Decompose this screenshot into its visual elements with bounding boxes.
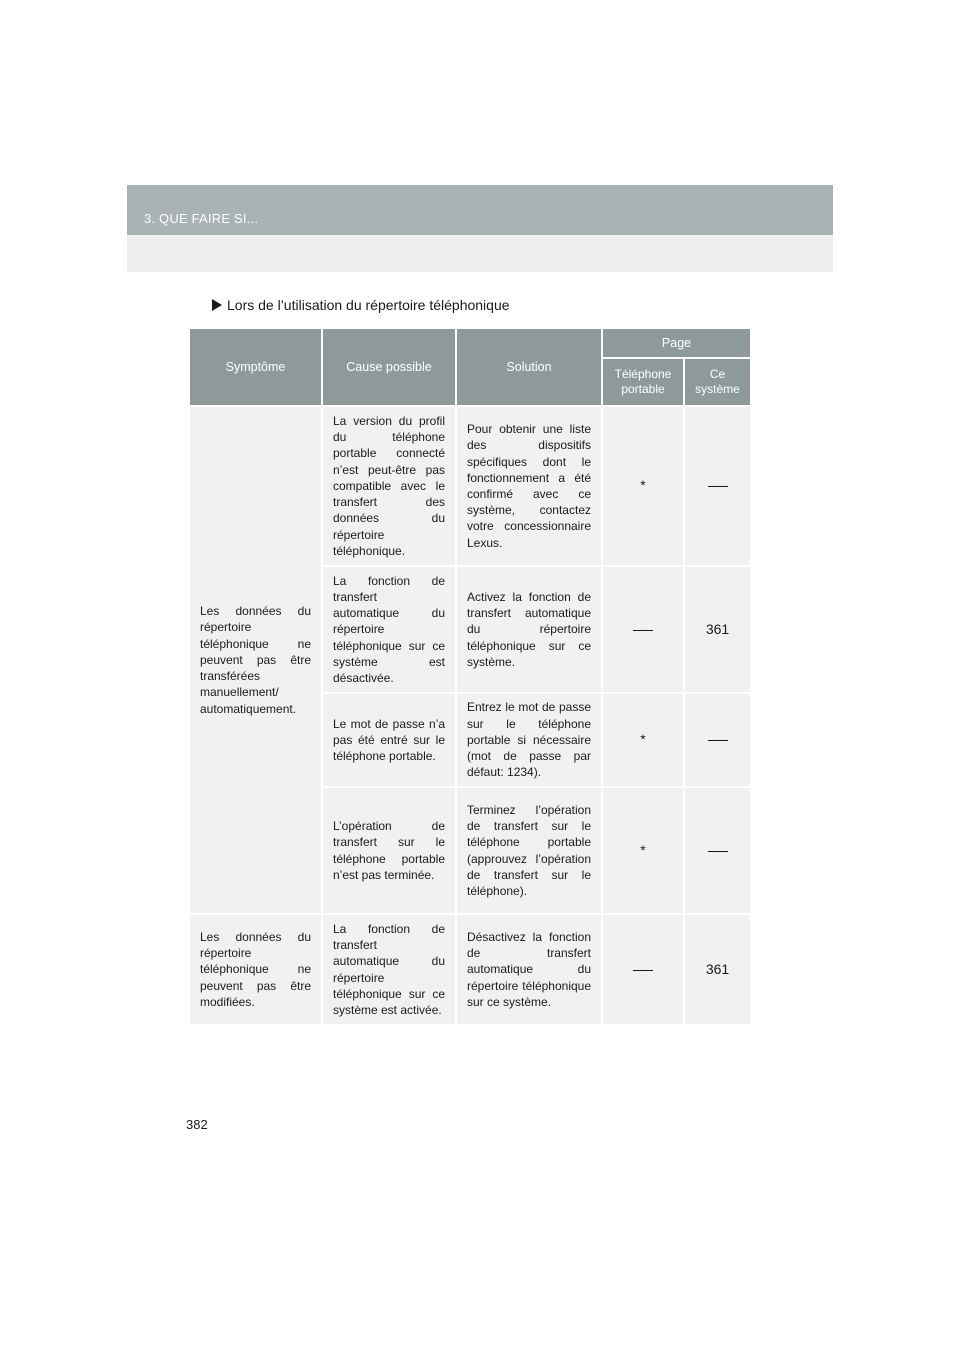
asterisk-mark: * bbox=[640, 841, 646, 858]
dash-mark bbox=[708, 486, 728, 487]
phone-page-cell bbox=[602, 914, 684, 1025]
phone-page-cell bbox=[602, 693, 684, 787]
table-row bbox=[189, 406, 751, 566]
system-page-cell bbox=[684, 406, 751, 566]
troubleshooting-table bbox=[188, 327, 752, 1026]
solution-cell: Entrez le mot de passe sur le téléphone portable si nécessaire (mot de passe par défaut: 1234). bbox=[456, 693, 602, 787]
col-header-system: Ce système bbox=[684, 358, 751, 406]
cause-cell: Le mot de passe n’a pas été entré sur le téléphone portable. bbox=[322, 693, 456, 787]
cause-cell: La fonction de transfert automatique du répertoire téléphonique sur ce système est activée. bbox=[322, 914, 456, 1025]
solution-cell: Pour obtenir une liste des dispositifs spécifiques dont le fonctionnement a été confirmé avec ce système, contactez votre concessionnaire Lexus. bbox=[456, 406, 602, 566]
cause-cell: La version du profil du téléphone portable connecté n’est peut-être pas compatible avec le transfert des données du répertoire téléphonique. bbox=[322, 406, 456, 566]
phone-page-cell bbox=[602, 406, 684, 566]
asterisk-mark: * bbox=[640, 731, 646, 748]
cause-cell: La fonction de transfert automatique du répertoire téléphonique sur ce système est désactivée. bbox=[322, 566, 456, 693]
chapter-title: 3. QUE FAIRE SI... bbox=[144, 211, 259, 226]
phone-page-cell bbox=[602, 787, 684, 914]
dash-mark bbox=[633, 970, 653, 971]
triangle-bullet-icon bbox=[212, 299, 222, 311]
symptom-cell: Les données du répertoire téléphonique ne peuvent pas être modifiées. bbox=[189, 914, 322, 1025]
system-page-cell: 361 bbox=[684, 566, 751, 693]
col-header-cause: Cause possible bbox=[322, 328, 456, 406]
col-header-page: Page bbox=[602, 328, 751, 358]
dash-mark bbox=[708, 851, 728, 852]
system-page-cell bbox=[684, 693, 751, 787]
col-header-symptom: Symptôme bbox=[189, 328, 322, 406]
section-heading bbox=[212, 297, 510, 313]
symptom-cell: Les données du répertoire téléphonique ne peuvent pas être transférées manuellement/ automatiquement. bbox=[189, 406, 322, 914]
dash-mark bbox=[708, 740, 728, 741]
phone-page-cell bbox=[602, 566, 684, 693]
solution-cell: Désactivez la fonction de transfert automatique du répertoire téléphonique sur ce système. bbox=[456, 914, 602, 1025]
col-header-phone: Téléphone portable bbox=[602, 358, 684, 406]
system-page-cell: 361 bbox=[684, 914, 751, 1025]
chapter-header-band bbox=[127, 185, 833, 235]
dash-mark bbox=[633, 630, 653, 631]
cause-cell: L’opération de transfert sur le téléphone portable n’est pas terminée. bbox=[322, 787, 456, 914]
asterisk-mark: * bbox=[640, 477, 646, 494]
system-page-cell bbox=[684, 787, 751, 914]
chapter-header-subband bbox=[127, 235, 833, 272]
table-row bbox=[189, 914, 751, 1025]
section-title: Lors de l’utilisation du répertoire téléphonique bbox=[227, 297, 510, 313]
page-number: 382 bbox=[186, 1117, 208, 1132]
col-header-solution: Solution bbox=[456, 328, 602, 406]
solution-cell: Terminez l’opération de transfert sur le téléphone portable (approuvez l’opération de transfert sur le téléphone). bbox=[456, 787, 602, 914]
solution-cell: Activez la fonction de transfert automatique du répertoire téléphonique sur ce système. bbox=[456, 566, 602, 693]
